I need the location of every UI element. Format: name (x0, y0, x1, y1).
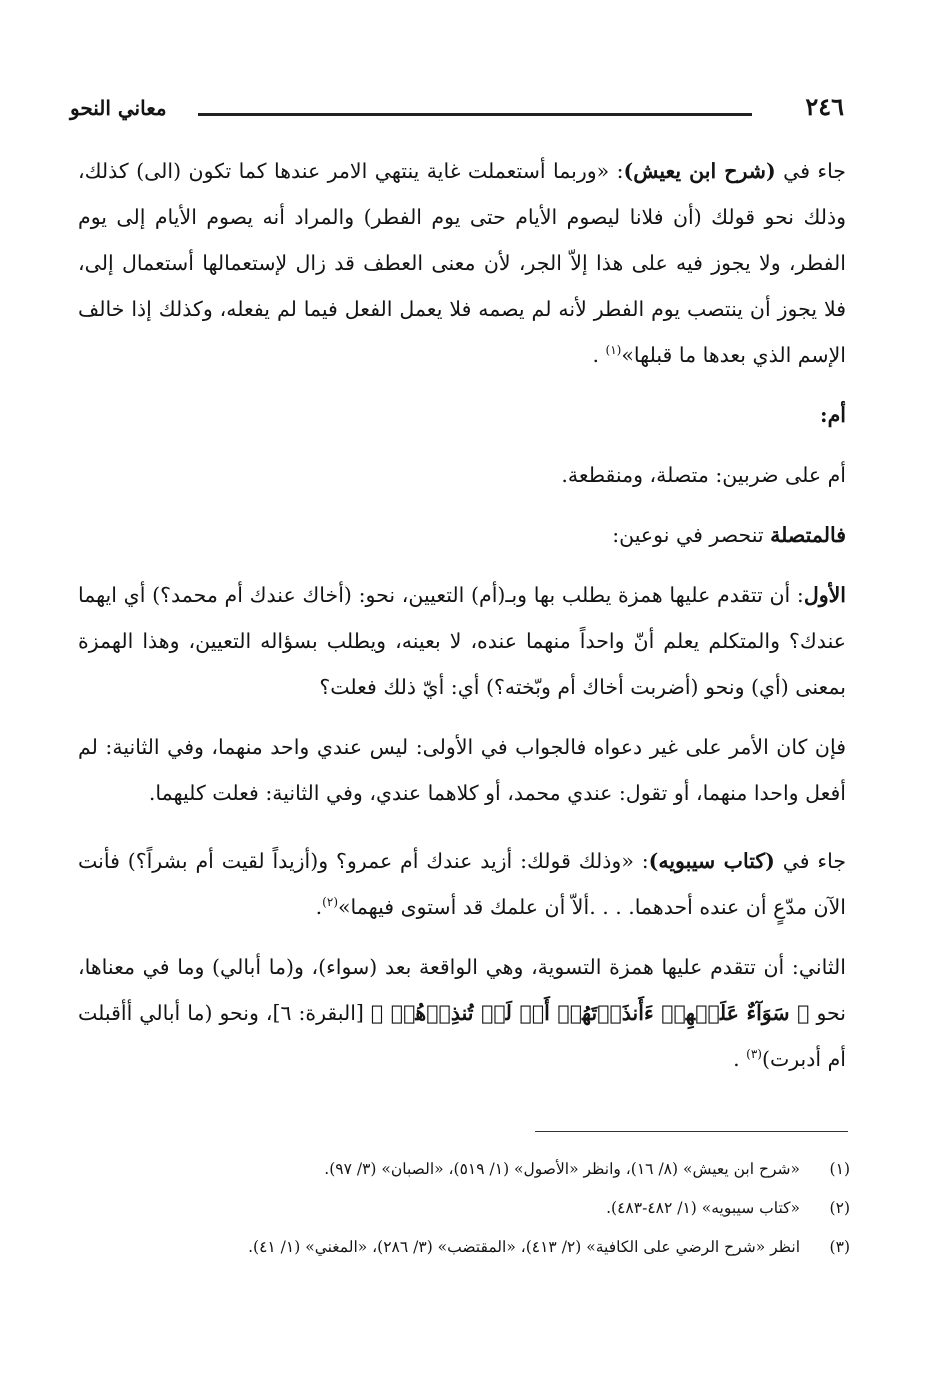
page-number: ٢٤٦ (805, 92, 844, 121)
quran-verse: ﴿ سَوَآءٌ عَلَيۡهِمۡ ءَأَنذَرۡتَهُمۡ أَمۡ لَمۡ تُنذِرۡهُمۡ ﴾ (370, 1001, 810, 1025)
paragraph-text: : أن تتقدم عليها همزة يطلب بها وبـ(أم) التعيين، نحو: (أخاك عندك أم محمد؟) أي ايهما عندك؟ والمتكلم يعلم أنّ واحداً منهما عنده، لا بعينه، ويطلب بسؤاله التعيين، وهذا الهمزة بمعنى (أي) ونحو (أضربت أخاك أم وبّخته؟) أي: أيّ ذلك فعلت؟ (78, 583, 846, 699)
footnotes (78, 1150, 850, 1267)
section-heading-am (78, 392, 846, 438)
paragraph-sibawayh (78, 838, 846, 930)
page-header (70, 92, 850, 132)
paragraph-first-type (78, 572, 846, 710)
footnote-ref-1[interactable]: (١) (605, 343, 622, 358)
paragraph-answer: فإن كان الأمر على غير دعواه فالجواب في الأولى: ليس عندي واحد منهما، وفي الثانية: لم أفعل واحدا منهما، أو تقول: عندي محمد، أو كلاهما عندي، وفي الثانية: فعلت كليهما. (78, 735, 846, 805)
term-first: الأول (803, 583, 846, 607)
footnote-item (78, 1189, 850, 1228)
term-muttasila: فالمتصلة (770, 523, 846, 547)
paragraph-text: [البقرة: ٦]، ونحو (ما أبالي أأقبلت أم أدبرت) (78, 1001, 846, 1071)
running-title: معاني النحو (70, 96, 167, 120)
paragraph-text: : «وذلك قولك: أزيد عندك أم عمرو؟ و(أزيداً لقيت أم بشراً؟) فأنت الآن مدّعٍ أن عنده أحدهما. . . .ألاّ أن علمك قد أستوى فيهما» (78, 849, 846, 919)
paragraph-types: أم على ضربين: متصلة، ومنقطعة. (561, 463, 846, 487)
footnote-ref-2[interactable]: (٢) (322, 895, 338, 910)
paragraph-end: . (733, 1047, 747, 1071)
paragraph-text: الثاني: أن تتقدم عليها همزة التسوية، وهي الواقعة بعد (سواء)، و(ما أبالي) وما في معناها، نحو (78, 955, 846, 1025)
paragraph-text: : «وربما أستعملت غاية ينتهي الامر عندها كما تكون (الى) كذلك، وذلك نحو قولك (أن فلانا ليصوم الأيام حتى يوم الفطر) والمراد أنه يصوم الأيام إلى يوم الفطر، ولا يجوز فيه على هذا إلاّ الجر، لأن معنى العطف قد زال لإستعمالها أستعمال إلى، فلا يجوز أن ينتصب يوم الفطر لأنه لم يصمه فلا يعمل الفعل فيما لم يفعله، وكذلك إذا خالف الإسم الذي بعدها ما قبلها» (78, 159, 846, 367)
paragraph-text: تنحصر في نوعين: (612, 523, 771, 547)
footnote-number: (٣) (829, 1238, 850, 1256)
footnote-number: (٢) (829, 1199, 850, 1217)
heading-text: أم: (820, 403, 846, 427)
paragraph-end: . (315, 895, 323, 919)
paragraph-muttasila (78, 512, 846, 558)
footnote-separator (535, 1131, 848, 1132)
footnote-text: «كتاب سيبويه» (١/ ٤٨٢-٤٨٣). (606, 1199, 800, 1217)
main-text (78, 148, 846, 1082)
footnote-text: «شرح ابن يعيش» (٨/ ١٦)، وانظر «الأصول» (١/ ٥١٩)، «الصبان» (٣/ ٩٧). (324, 1160, 800, 1178)
footnote-number: (١) (829, 1160, 850, 1178)
source-title: (كتاب سيبويه) (648, 849, 775, 873)
paragraph-intro: جاء في (775, 159, 846, 183)
paragraph-second-type (78, 944, 846, 1082)
footnote-ref-3[interactable]: (٣) (746, 1047, 762, 1062)
paragraph-ibn-yaish (78, 148, 846, 378)
header-rule (198, 113, 752, 116)
footnote-item (78, 1228, 850, 1267)
paragraph-end: . (592, 343, 606, 367)
source-title: (شرح ابن يعيش) (623, 159, 776, 183)
footnote-item (78, 1150, 850, 1189)
footnote-text: انظر «شرح الرضي على الكافية» (٢/ ٤١٣)، «المقتضب» (٣/ ٢٨٦)، «المغني» (١/ ٤١). (248, 1238, 800, 1256)
paragraph-intro: جاء في (774, 849, 846, 873)
